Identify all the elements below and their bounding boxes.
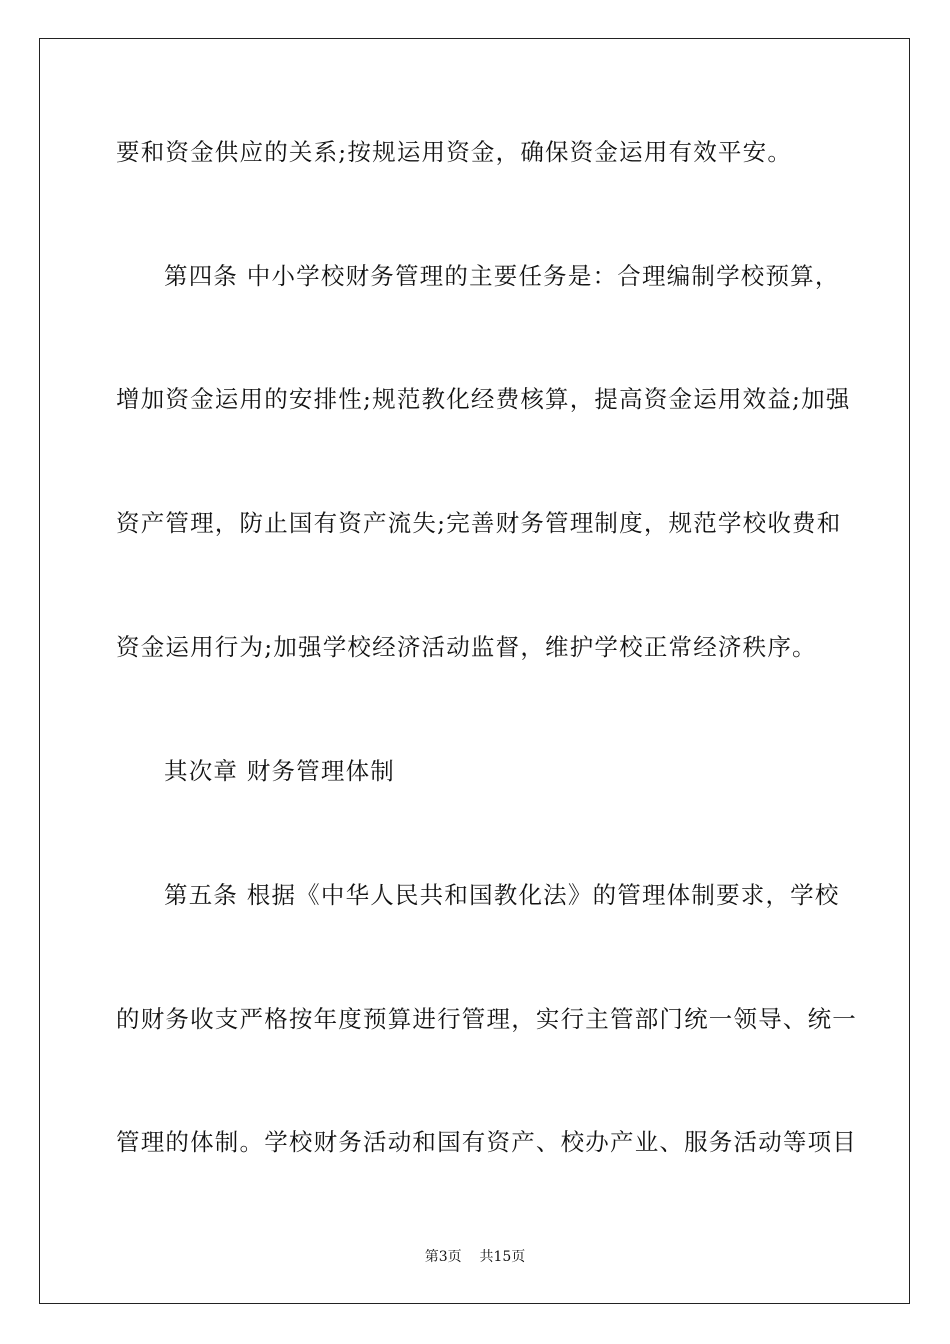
chapter-heading: 其次章 财务管理体制 [164, 757, 395, 785]
article-4-line-4: 资金运用行为;加强学校经济活动监督，维护学校正常经济秩序。 [116, 633, 817, 661]
page-number-footer: 第3页 共15页 [424, 1249, 526, 1265]
article-5-line-3: 管理的体制。学校财务活动和国有资产、校办产业、服务活动等项目 [116, 1128, 857, 1156]
article-5-line-2: 的财务收支严格按年度预算进行管理，实行主管部门统一领导、统一 [116, 1005, 857, 1033]
article-4-line-1: 第四条 中小学校财务管理的主要任务是：合理编制学校预算， [164, 262, 840, 290]
article-4-line-2: 增加资金运用的安排性;规范教化经费核算，提高资金运用效益;加强 [116, 385, 851, 413]
article-4-line-3: 资产管理，防止国有资产流失;完善财务管理制度，规范学校收费和 [116, 509, 842, 537]
page-border [39, 38, 910, 1304]
article-5-line-1: 第五条 根据《中华人民共和国教化法》的管理体制要求，学校 [164, 881, 840, 909]
text-line-1: 要和资金供应的关系;按规运用资金，确保资金运用有效平安。 [116, 138, 793, 166]
